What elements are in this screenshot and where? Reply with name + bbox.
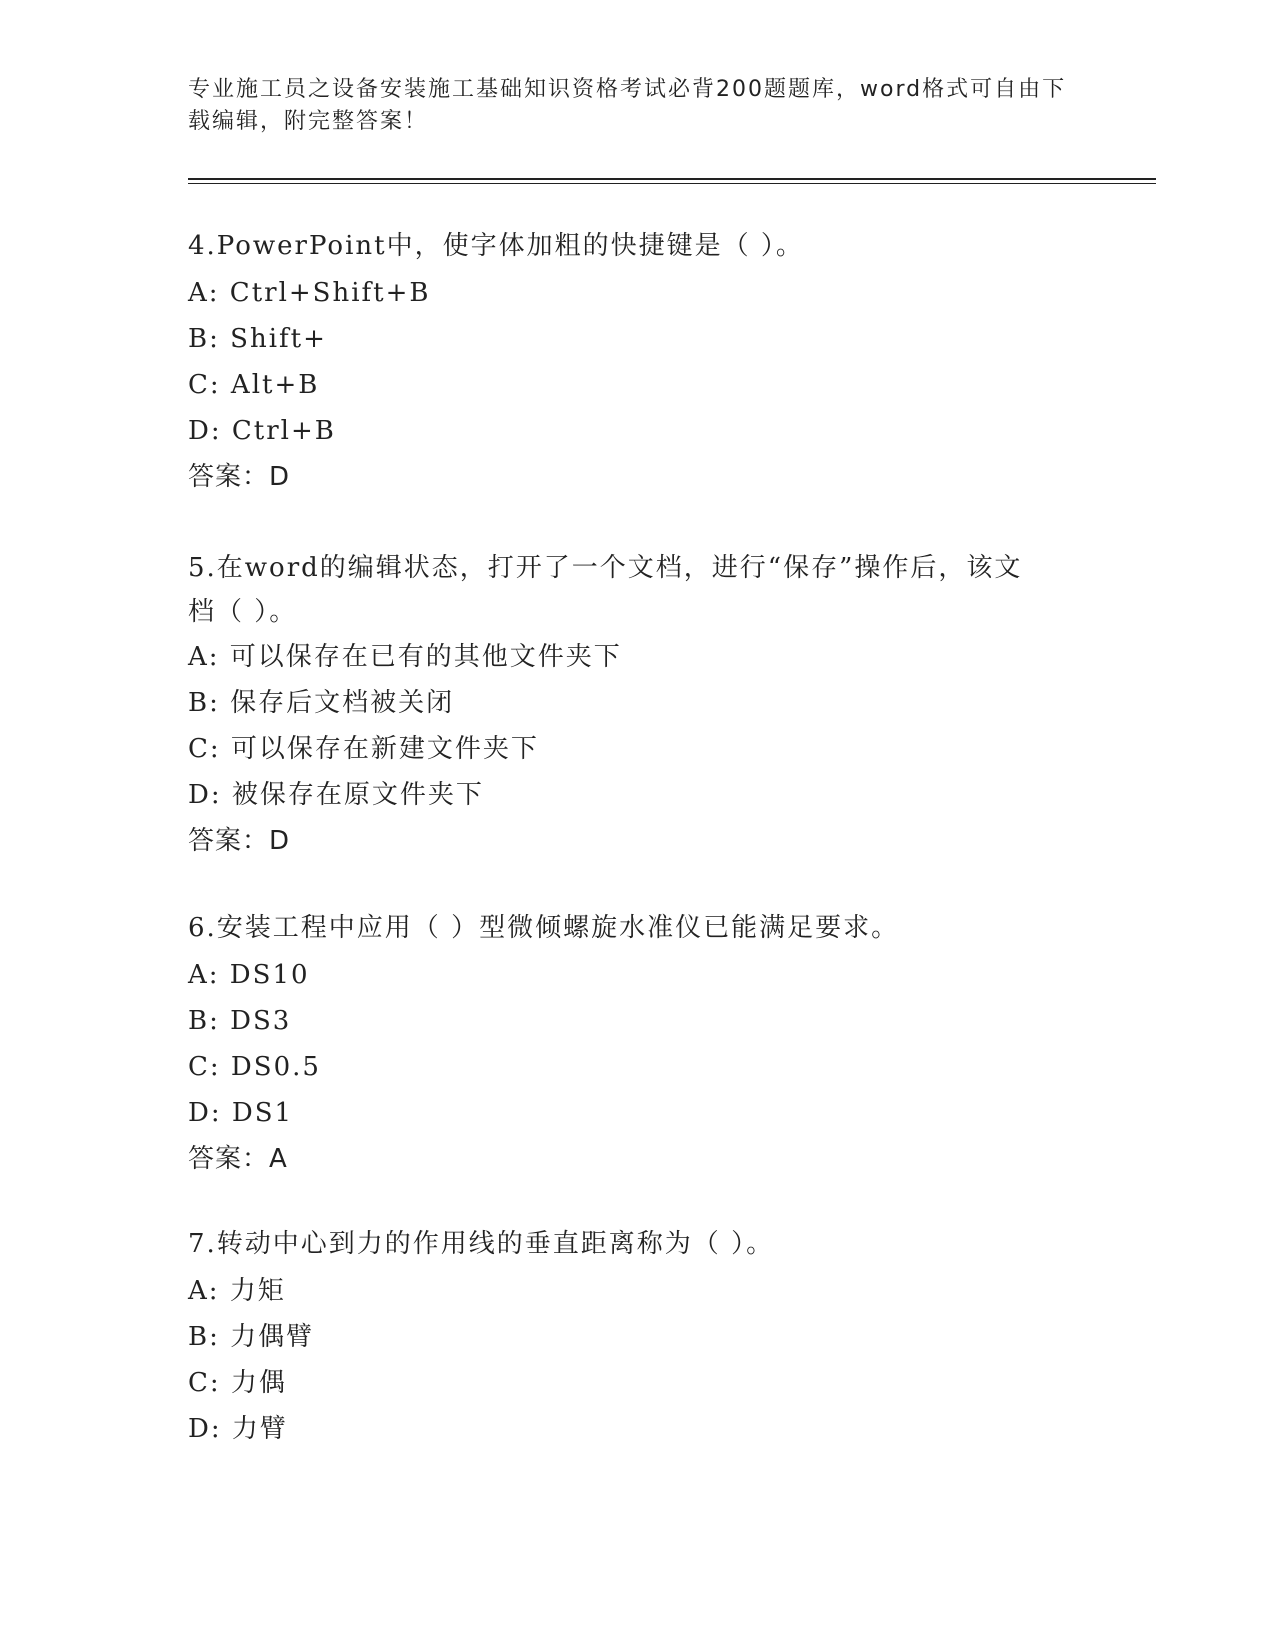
option-a: A: DS10 — [188, 960, 310, 990]
option-c: C: 可以保存在新建文件夹下 — [188, 734, 539, 764]
option-d: D: 力臂 — [188, 1414, 288, 1444]
answer: 答案：D — [188, 826, 291, 856]
answer: 答案：A — [188, 1144, 288, 1174]
header-divider — [188, 178, 1156, 184]
answer: 答案：D — [188, 462, 291, 492]
option-b: B: 力偶臂 — [188, 1322, 315, 1352]
option-b: B: DS3 — [188, 1006, 292, 1036]
question-stem: 6.安装工程中应用（ ）型微倾螺旋水准仪已能满足要求。 — [188, 913, 900, 943]
question-7 — [188, 1222, 1088, 1452]
option-d: D: DS1 — [188, 1098, 294, 1128]
question-stem: 5.在word的编辑状态，打开了一个文档，进行“保存”操作后，该文档（ ）。 — [188, 553, 1023, 627]
option-c: C: 力偶 — [188, 1368, 287, 1398]
document-header: 专业施工员之设备安装施工基础知识资格考试必背200题题库，word格式可自由下载编辑，附完整答案！ — [188, 77, 1067, 134]
question-6 — [188, 906, 1088, 1182]
option-c: C: DS0.5 — [188, 1052, 321, 1082]
option-a: A: Ctrl+Shift+B — [188, 278, 431, 308]
option-a: A: 力矩 — [188, 1276, 286, 1306]
question-5 — [188, 546, 1088, 864]
option-b: B: Shift+ — [188, 324, 327, 354]
question-stem: 7.转动中心到力的作用线的垂直距离称为（ ）。 — [188, 1229, 775, 1259]
option-d: D: Ctrl+B — [188, 416, 336, 446]
option-a: A: 可以保存在已有的其他文件夹下 — [188, 642, 622, 672]
option-c: C: Alt+B — [188, 370, 320, 400]
option-d: D: 被保存在原文件夹下 — [188, 780, 484, 810]
question-4 — [188, 224, 1088, 500]
question-stem: 4.PowerPoint中，使字体加粗的快捷键是（ ）。 — [188, 231, 804, 261]
option-b: B: 保存后文档被关闭 — [188, 688, 455, 718]
